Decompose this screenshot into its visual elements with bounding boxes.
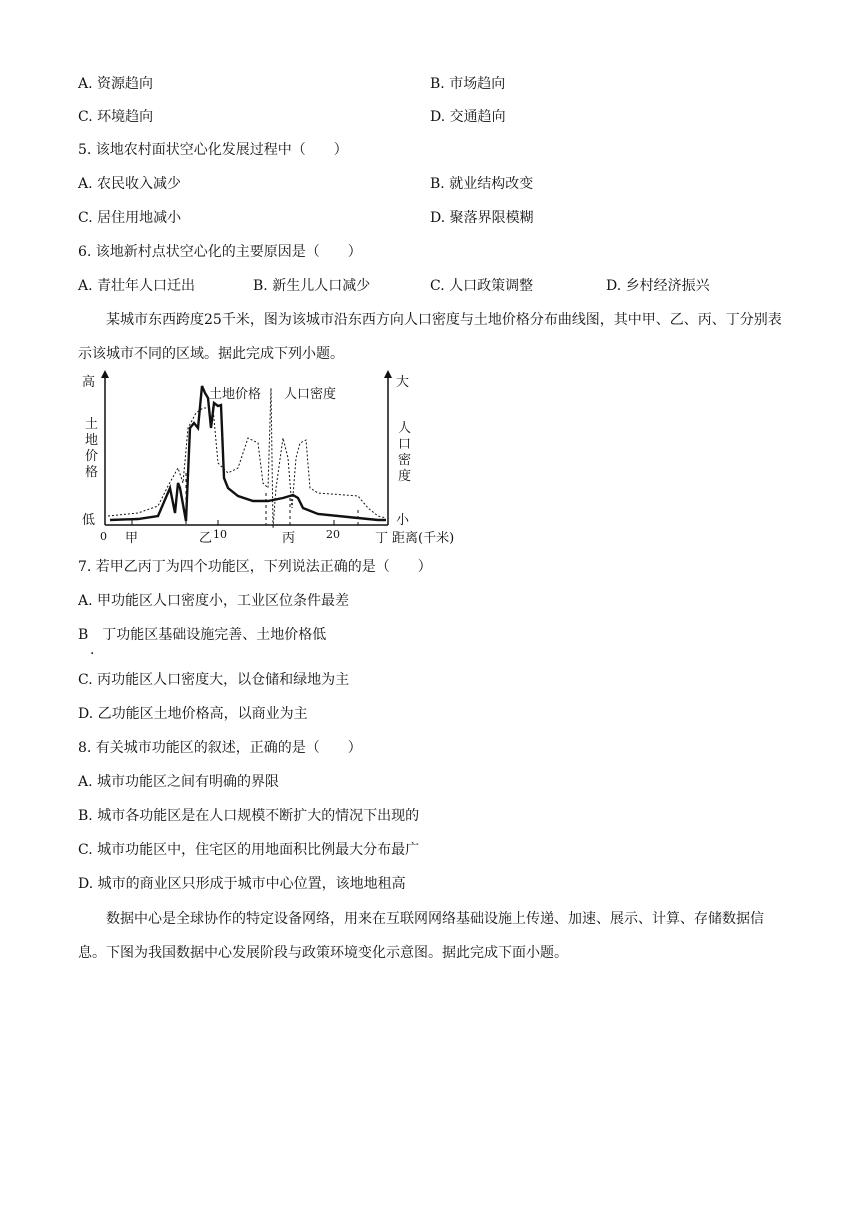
stray-dot: · xyxy=(90,646,95,662)
q8-option-c: C. 城市功能区中，住宅区的用地面积比例最大分布最广 xyxy=(78,842,420,858)
x-tick-20: 20 xyxy=(326,528,340,541)
q5-option-b: B. 就业结构改变 xyxy=(430,176,534,192)
right-axis-top: 大 xyxy=(396,375,410,390)
region-label-ding: 丁 xyxy=(375,531,389,546)
q6-option-b: B. 新生儿人口减少 xyxy=(253,278,371,294)
q6-option-d: D. 乡村经济振兴 xyxy=(606,278,710,294)
q7-option-d: D. 乙功能区土地价格高，以商业为主 xyxy=(78,706,308,722)
region-label-bing: 丙 xyxy=(282,531,296,546)
right-axis-bottom: 小 xyxy=(396,513,410,528)
population-density-curve xyxy=(108,388,386,528)
passage-city-chart: 某城市东西跨度25千米，图为该城市沿东西方向人口密度与土地价格分布曲线图，其中甲、乙、丙、丁分别表示该城市不同的区域。据此完成下列小题。 xyxy=(78,312,782,362)
series-label-population: 人口密度 xyxy=(284,387,337,402)
series-label-land-price: 土地价格 xyxy=(209,387,262,402)
region-label-jia: 甲 xyxy=(125,531,139,546)
x-tick-0: 0 xyxy=(100,530,107,543)
left-axis-arrow-icon xyxy=(101,370,109,378)
right-axis-label: 人 口 密 度 xyxy=(398,421,412,484)
q4-option-c: C. 环境趋向 xyxy=(78,109,154,125)
q5-option-d: D. 聚落界限模糊 xyxy=(430,210,534,226)
q6-option-a: A. 青壮年人口迁出 xyxy=(78,278,196,294)
q7-option-b: B 丁功能区基础设施完善、土地价格低 xyxy=(78,627,327,643)
q7-option-c: C. 丙功能区人口密度大，以仓储和绿地为主 xyxy=(78,672,350,688)
q8-stem: 8. 有关城市功能区的叙述，正确的是（ ） xyxy=(78,740,362,756)
left-axis-bottom: 低 xyxy=(82,513,96,528)
passage-data-center: 数据中心是全球协作的特定设备网络，用来在互联网网络基础设施上传递、加速、展示、计算、存储数据信息。下图为我国数据中心发展阶段与政策环境变化示意图。据此完成下面小题。 xyxy=(78,911,764,961)
q5-option-c: C. 居住用地减小 xyxy=(78,210,182,226)
land-price-population-chart xyxy=(78,368,478,548)
q8-option-b: B. 城市各功能区是在人口规模不断扩大的情况下出现的 xyxy=(78,808,420,824)
x-tick-10: 10 xyxy=(213,528,227,541)
x-axis-label: 距离(千米) xyxy=(392,531,455,546)
q7-option-a: A. 甲功能区人口密度小，工业区位条件最差 xyxy=(78,593,350,609)
q6-stem: 6. 该地新村点状空心化的主要原因是（ ） xyxy=(78,244,362,260)
left-axis-top: 高 xyxy=(82,375,96,390)
left-axis-label: 土 地 价 格 xyxy=(85,417,99,480)
q4-option-d: D. 交通趋向 xyxy=(430,109,506,125)
region-label-yi: 乙 xyxy=(199,531,213,546)
q7-stem: 7. 若甲乙丙丁为四个功能区，下列说法正确的是（ ） xyxy=(78,559,432,575)
land-price-curve xyxy=(110,386,386,521)
q5-option-a: A. 农民收入减少 xyxy=(78,176,182,192)
q8-option-a: A. 城市功能区之间有明确的界限 xyxy=(78,774,280,790)
right-axis-arrow-icon xyxy=(384,370,392,378)
q5-stem: 5. 该地农村面状空心化发展过程中（ ） xyxy=(78,142,348,158)
q8-option-d: D. 城市的商业区只形成于城市中心位置，该地地租高 xyxy=(78,876,406,892)
q6-option-c: C. 人口政策调整 xyxy=(430,278,534,294)
q4-option-b: B. 市场趋向 xyxy=(430,76,506,92)
q4-option-a: A. 资源趋向 xyxy=(78,76,154,92)
